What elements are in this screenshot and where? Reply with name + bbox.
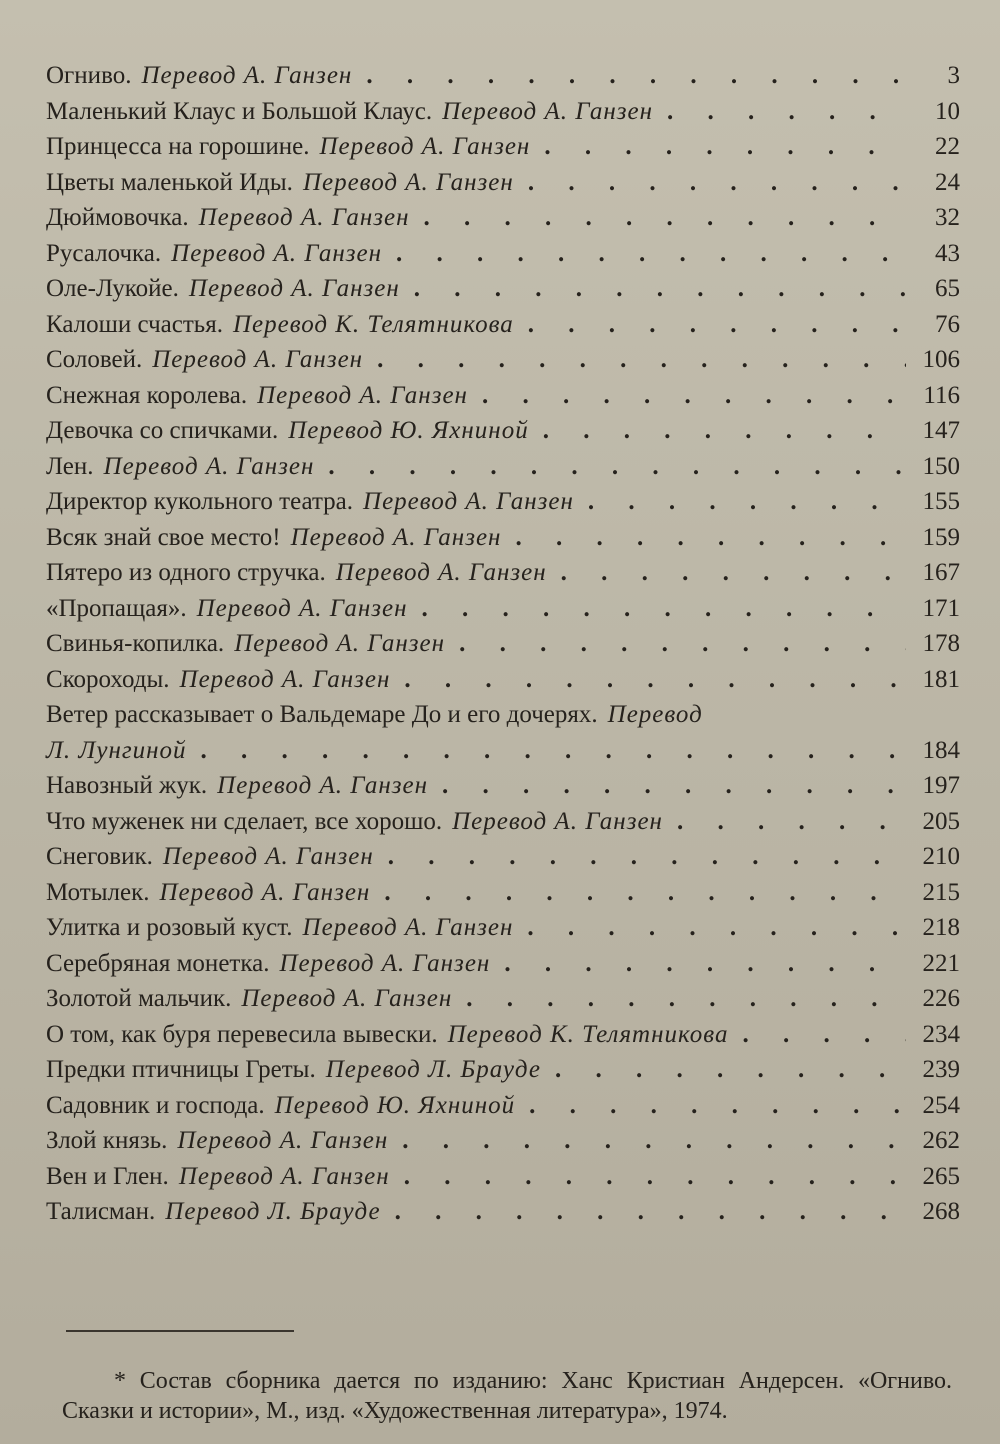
story-title: Свинья-копилка.	[46, 630, 225, 657]
dot-leader	[527, 910, 906, 946]
page-number: 155	[922, 488, 960, 515]
page-number: 239	[922, 1056, 960, 1083]
story-title: Что муженек ни сделает, все хорошо.	[46, 807, 443, 835]
toc-entry	[46, 449, 960, 485]
story-title: Соловей.	[46, 346, 143, 373]
story-title: Оле-Лукойе.	[46, 275, 179, 302]
dot-leader	[414, 271, 906, 307]
page-number: 178	[922, 630, 960, 657]
translator: Перевод А. Ганзен	[196, 594, 408, 622]
page-number: 3	[947, 62, 960, 89]
story-title: Всяк знай свое место!	[46, 523, 281, 551]
toc-entry	[46, 129, 960, 165]
dot-leader	[423, 200, 906, 236]
dot-leader	[377, 342, 906, 378]
page-number: 10	[935, 97, 960, 125]
story-title: Снеговик.	[46, 843, 153, 870]
page-number: 181	[922, 665, 960, 693]
translator: Перевод А. Ганзен	[188, 275, 400, 302]
translator: Перевод А. Ганзен	[159, 878, 371, 906]
translator: Перевод А. Ганзен	[217, 772, 429, 799]
toc-entry	[46, 484, 960, 520]
translator: Перевод А. Ганзен	[234, 630, 446, 657]
dot-leader	[742, 1017, 906, 1053]
translator: Перевод Л. Брауде	[325, 1056, 541, 1083]
toc-entry	[46, 804, 960, 840]
translator: Перевод А. Ганзен	[302, 168, 514, 196]
footnote: * Состав сборника дается по изданию: Ханс Кристиан Андерсен. «Огниво. Сказки и истории», М., изд. «Художественная литература», 1974.	[62, 1368, 952, 1424]
page-number: 226	[922, 985, 960, 1012]
dot-leader	[515, 520, 906, 556]
dot-leader	[388, 839, 906, 875]
footnote-divider	[66, 1330, 294, 1332]
page-number: 221	[922, 949, 960, 977]
translator: Перевод К. Телятникова	[447, 1020, 729, 1048]
story-title: Маленький Клаус и Большой Клаус.	[46, 97, 433, 125]
toc-entry	[46, 1159, 960, 1195]
toc-entry	[46, 520, 960, 556]
story-title: Золотой мальчик.	[46, 985, 232, 1012]
page-number: 268	[922, 1198, 960, 1225]
dot-leader	[422, 591, 907, 627]
toc-entry	[46, 1088, 960, 1124]
toc-entry	[46, 981, 960, 1017]
story-title: Калоши счастья.	[46, 310, 223, 338]
dot-leader	[588, 484, 906, 520]
toc-entry	[46, 94, 960, 130]
toc-entry-line-1	[46, 697, 960, 733]
dot-leader	[529, 1088, 906, 1124]
toc-entry	[46, 697, 960, 768]
toc-entry	[46, 307, 960, 343]
story-title: Ветер рассказывает о Вальдемаре До и его дочерях.	[46, 701, 598, 728]
page-number: 65	[935, 275, 960, 302]
page-number: 159	[922, 523, 960, 551]
translator: Перевод А. Ганзен	[302, 914, 514, 941]
toc-entry	[46, 1017, 960, 1053]
translator: Перевод Ю. Яхниной	[288, 417, 529, 444]
toc-entry	[46, 591, 960, 627]
toc-entry	[46, 839, 960, 875]
translator: Перевод	[607, 701, 703, 728]
page-number: 147	[922, 417, 960, 444]
dot-leader	[396, 236, 906, 272]
dot-leader	[404, 1159, 906, 1195]
translator: Перевод А. Ганзен	[162, 843, 374, 870]
translator: Перевод А. Ганзен	[177, 1127, 389, 1154]
dot-leader	[544, 129, 906, 165]
story-title: Предки птичницы Греты.	[46, 1056, 316, 1083]
toc-entry	[46, 413, 960, 449]
toc-entry	[46, 1052, 960, 1088]
translator: Перевод К. Телятникова	[232, 310, 514, 338]
translator: Перевод Ю. Яхниной	[274, 1091, 516, 1119]
story-title: Снежная королева.	[46, 381, 248, 409]
translator: Перевод А. Ганзен	[442, 97, 653, 125]
dot-leader	[459, 626, 906, 662]
toc-entry-line-2	[46, 733, 960, 769]
page-number: 234	[922, 1020, 960, 1048]
dot-leader	[442, 768, 906, 804]
story-title: Пятеро из одного стручка.	[46, 559, 326, 586]
page-number: 265	[922, 1162, 960, 1190]
story-title: Улитка и розовый куст.	[46, 914, 293, 941]
story-title: Русалочка.	[46, 239, 162, 267]
translator: Перевод А. Ганзен	[178, 1162, 390, 1190]
translator: Перевод А. Ганзен	[141, 62, 353, 89]
toc-entry	[46, 910, 960, 946]
page-number: 205	[922, 807, 960, 835]
toc-entry	[46, 271, 960, 307]
translator: Перевод А. Ганзен	[290, 523, 502, 551]
dot-leader	[466, 981, 906, 1017]
dot-leader	[395, 1194, 906, 1230]
page-number: 197	[922, 772, 960, 799]
toc-entry	[46, 768, 960, 804]
translator: Перевод А. Ганзен	[452, 807, 663, 835]
story-title: Принцесса на горошине.	[46, 133, 310, 160]
toc-entry	[46, 1194, 960, 1230]
toc-entry	[46, 626, 960, 662]
page-number: 150	[922, 452, 960, 480]
page-number: 76	[935, 310, 960, 338]
story-title: Скороходы.	[46, 665, 170, 693]
story-title: Злой князь.	[46, 1127, 168, 1154]
page-number: 184	[922, 736, 960, 764]
translator: Перевод А. Ганзен	[152, 346, 364, 373]
story-title: Директор кукольного театра.	[46, 488, 354, 515]
dot-leader	[561, 555, 906, 591]
table-of-contents	[46, 58, 960, 1230]
translator: Перевод А. Ганзен	[179, 665, 391, 693]
story-title: Лен.	[46, 452, 94, 480]
dot-leader	[384, 875, 906, 911]
story-title: Серебряная монетка.	[46, 949, 270, 977]
translator: Перевод Л. Брауде	[165, 1198, 381, 1225]
story-title: Огниво.	[46, 62, 132, 89]
story-title: Мотылек.	[46, 878, 150, 906]
translator: Перевод А. Ганзен	[198, 204, 410, 231]
toc-entry	[46, 875, 960, 911]
story-title: Садовник и господа.	[46, 1091, 265, 1119]
page-number: 215	[922, 878, 960, 906]
dot-leader	[482, 378, 906, 414]
dot-leader	[528, 307, 906, 343]
toc-entry	[46, 165, 960, 201]
translator: Перевод А. Ганзен	[335, 559, 547, 586]
toc-entry	[46, 342, 960, 378]
page-number: 210	[922, 843, 960, 870]
page-number: 167	[922, 559, 960, 586]
page-number: 32	[935, 204, 960, 231]
dot-leader	[555, 1052, 906, 1088]
translator: Перевод А. Ганзен	[319, 133, 531, 160]
page-number: 22	[935, 133, 960, 160]
translator: Перевод А. Ганзен	[103, 452, 315, 480]
dot-leader	[667, 94, 906, 130]
page-number: 43	[935, 239, 960, 267]
dot-leader	[366, 58, 906, 94]
toc-entry	[46, 555, 960, 591]
toc-entry	[46, 1123, 960, 1159]
page-number: 254	[922, 1091, 960, 1119]
page-number: 106	[922, 346, 960, 373]
page-number: 171	[922, 594, 960, 622]
story-title: Цветы маленькой Иды.	[46, 168, 293, 196]
dot-leader	[402, 1123, 906, 1159]
translator: Перевод А. Ганзен	[241, 985, 453, 1012]
translator: Перевод А. Ганзен	[257, 381, 468, 409]
dot-leader	[677, 804, 906, 840]
dot-leader	[543, 413, 906, 449]
dot-leader	[404, 662, 906, 698]
translator: Перевод А. Ганзен	[279, 949, 491, 977]
story-title: Девочка со спичками.	[46, 417, 279, 444]
toc-entry	[46, 946, 960, 982]
story-title: Навозный жук.	[46, 772, 208, 799]
toc-entry	[46, 58, 960, 94]
dot-leader	[201, 733, 906, 769]
translator-continued: Л. Лунгиной	[46, 736, 187, 764]
story-title: О том, как буря перевесила вывески.	[46, 1020, 438, 1048]
dot-leader	[528, 165, 906, 201]
dot-leader	[504, 946, 906, 982]
toc-entry	[46, 236, 960, 272]
translator: Перевод А. Ганзен	[171, 239, 383, 267]
dot-leader	[328, 449, 906, 485]
story-title: Талисман.	[46, 1198, 156, 1225]
page-number: 218	[922, 914, 960, 941]
page-number: 262	[922, 1127, 960, 1154]
page-number: 116	[923, 381, 960, 409]
story-title: Дюймовочка.	[46, 204, 189, 231]
page-number: 24	[935, 168, 960, 196]
story-title: «Пропащая».	[46, 594, 187, 622]
translator: Перевод А. Ганзен	[363, 488, 574, 515]
toc-entry	[46, 200, 960, 236]
toc-entry	[46, 662, 960, 698]
toc-entry	[46, 378, 960, 414]
story-title: Вен и Глен.	[46, 1162, 169, 1190]
